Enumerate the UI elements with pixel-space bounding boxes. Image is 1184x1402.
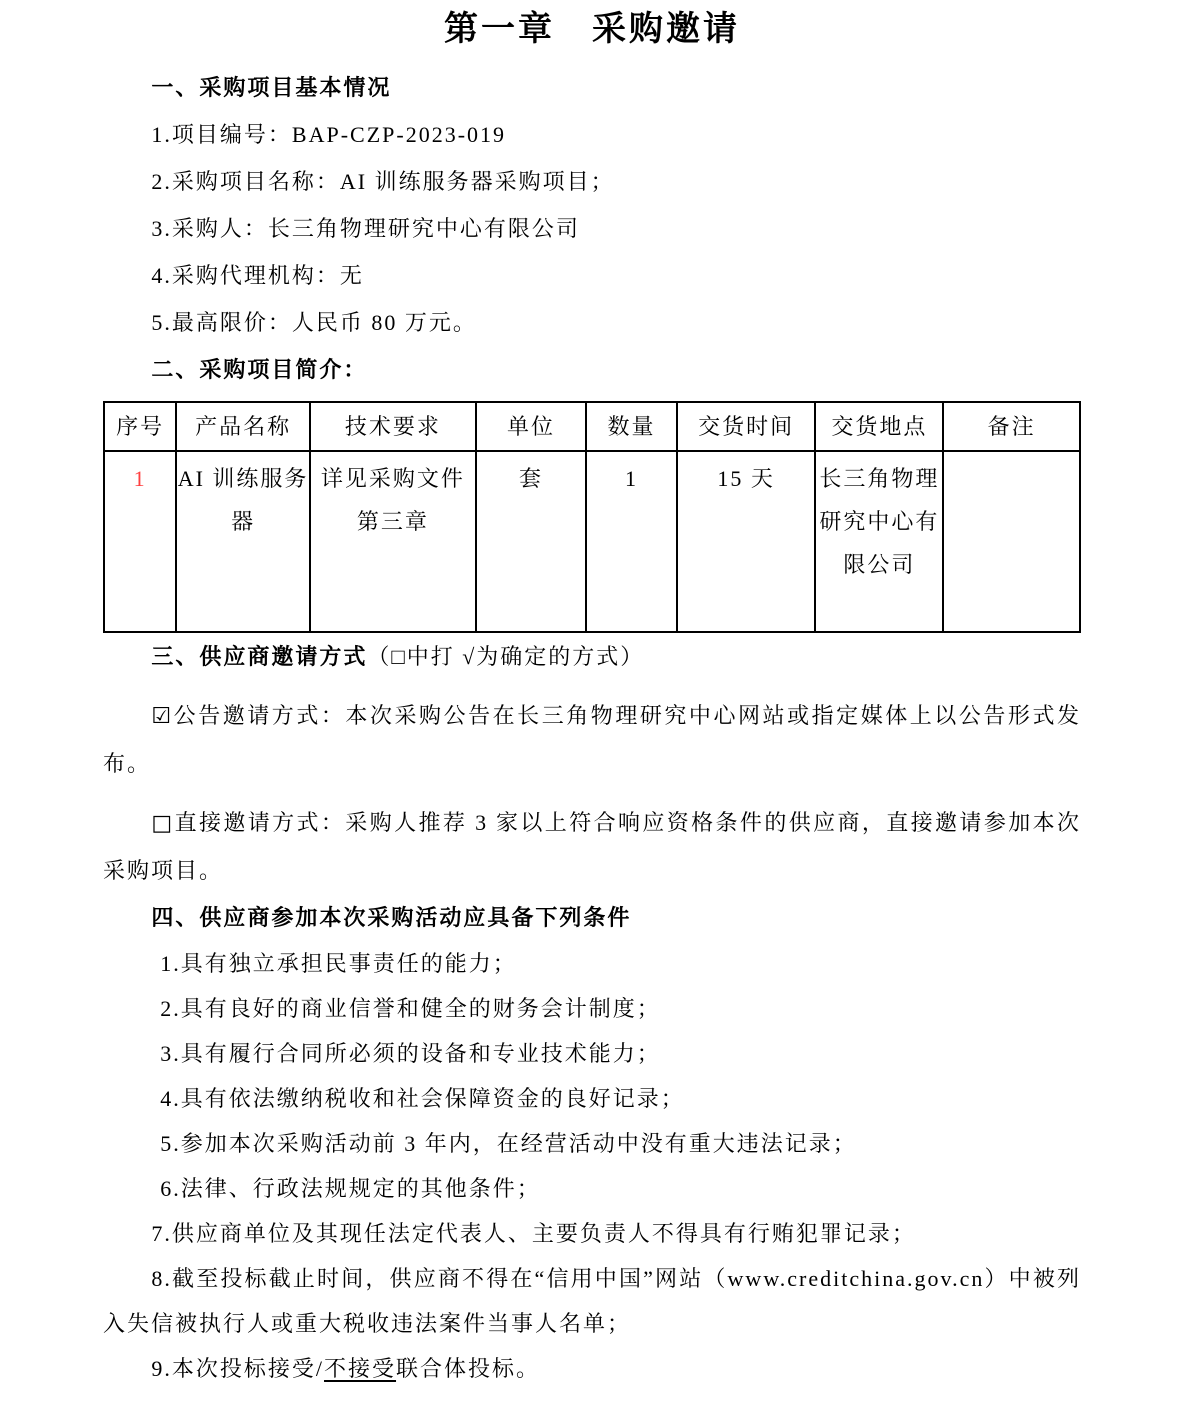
column-header-remark: 备注 [943,402,1080,451]
basic-info-item-purchaser: 3.采购人：长三角物理研究中心有限公司 [151,216,580,241]
column-header-qty: 数量 [586,402,677,451]
column-header-product: 产品名称 [176,402,310,451]
section-3-heading-note: （□中打 √为确定的方式） [367,644,645,669]
basic-info-item-project-no: 1.项目编号：BAP-CZP-2023-019 [151,122,507,147]
checkbox-unchecked-icon: □ [151,811,175,836]
qty-cell: 1 [586,451,677,632]
section-1-heading: 一、采购项目基本情况 [151,75,392,100]
seq-cell: 1 [104,451,176,632]
condition-item-7: 7.供应商单位及其现任法定代表人、主要负责人不得具有行贿犯罪记录； [151,1221,916,1246]
condition-item-9 [103,1346,1081,1391]
condition-item-8: 8.截至投标截止时间，供应商不得在“信用中国”网站（www.creditchina.gov.cn）中被列入失信被执行人或重大税收违法案件当事人名单； [103,1266,1081,1336]
condition-item-9-suffix: 联合体投标。 [396,1356,541,1381]
condition-item-2: 2.具有良好的商业信誉和健全的财务会计制度； [160,996,661,1021]
section-4 [103,894,1081,1391]
condition-item-6: 6.法律、行政法规规定的其他条件； [160,1176,541,1201]
basic-info-item-price-limit: 5.最高限价：人民币 80 万元。 [151,310,477,335]
column-header-delivery-place: 交货地点 [815,402,943,451]
products-table [103,401,1081,633]
table-row [104,451,1080,632]
announce-invite-text: 公告邀请方式：本次采购公告在长三角物理研究中心网站或指定媒体上以公告形式发布。 [103,703,1081,776]
condition-item-3: 3.具有履行合同所必须的设备和专业技术能力； [160,1041,661,1066]
product-cell: AI 训练服务器 [176,451,310,632]
delivery-time-cell: 15 天 [677,451,816,632]
condition-item-4: 4.具有依法缴纳税收和社会保障资金的良好记录； [160,1086,685,1111]
announce-invite-paragraph [103,692,1081,787]
checkbox-checked-icon: ☑ [151,704,174,729]
column-header-unit: 单位 [476,402,586,451]
unit-cell: 套 [476,451,586,632]
column-header-delivery-time: 交货时间 [677,402,816,451]
remark-cell [943,451,1080,632]
condition-item-9-underlined: 不接受 [324,1356,397,1381]
section-2-heading: 二、采购项目简介： [151,357,368,382]
condition-item-5: 5.参加本次采购活动前 3 年内，在经营活动中没有重大违法记录； [160,1131,857,1156]
column-header-tech: 技术要求 [310,402,476,451]
column-header-seq: 序号 [104,402,176,451]
section-3-heading [103,633,1081,680]
direct-invite-text: 直接邀请方式：采购人推荐 3 家以上符合响应资格条件的供应商，直接邀请参加本次采购项目。 [103,810,1081,883]
delivery-place-cell: 长三角物理研究中心有限公司 [815,451,943,632]
page-title: 第一章 采购邀请 [444,10,740,48]
condition-item-9-prefix: 9.本次投标接受/ [151,1356,325,1381]
tech-cell: 详见采购文件第三章 [310,451,476,632]
condition-item-1: 1.具有独立承担民事责任的能力； [160,951,517,976]
basic-info-item-project-name: 2.采购项目名称：AI 训练服务器采购项目； [151,169,615,194]
table-header-row [104,402,1080,451]
direct-invite-paragraph [103,799,1081,894]
section-3-heading-bold: 三、供应商邀请方式 [151,644,368,669]
section-4-heading: 四、供应商参加本次采购活动应具备下列条件 [151,905,632,930]
basic-info-item-agency: 4.采购代理机构：无 [151,263,364,288]
